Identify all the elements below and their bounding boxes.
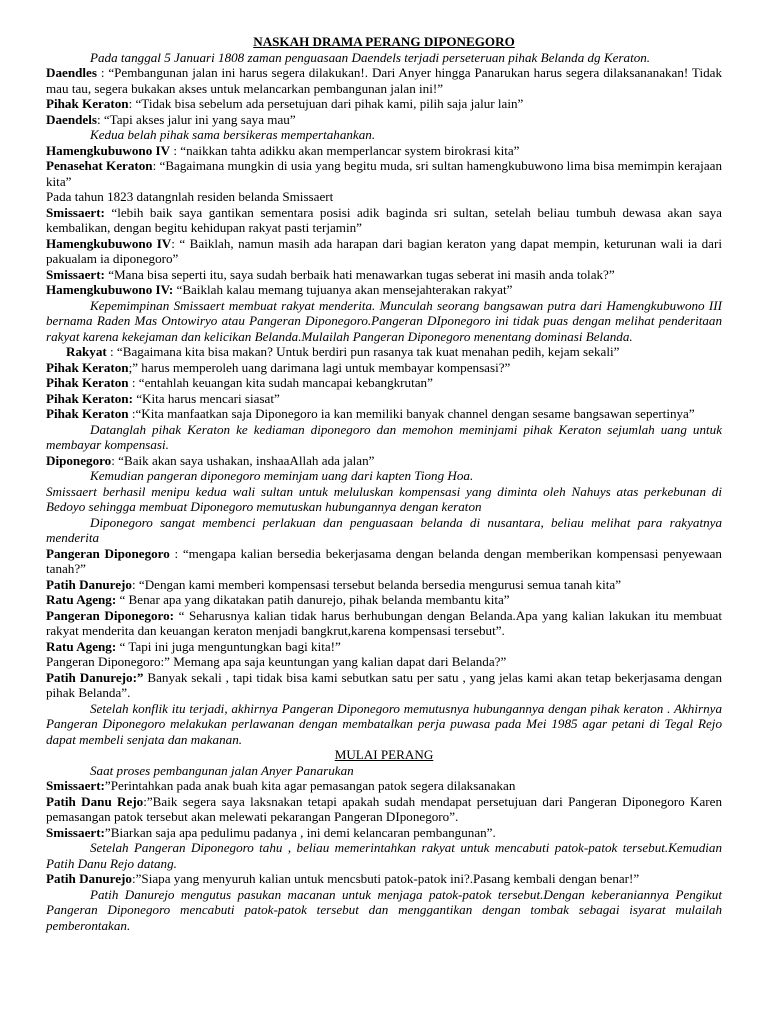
speaker-name: Diponegoro (46, 452, 112, 468)
speaker-name: Patih Danurejo (46, 871, 132, 886)
paragraph (46, 701, 722, 748)
paragraph-text: Kemudian pangeran diponegoro meminjam uang dari kapten Tiong Hoa. (90, 468, 474, 483)
paragraph (46, 158, 722, 189)
paragraph (46, 96, 722, 112)
speaker-name: Pangeran Diponegoro: (46, 607, 175, 623)
paragraph-text: Smissaert berhasil menipu kedua wali sultan untuk meluluskan kompensasi yang diminta oleh Nahuys atas perkebunan di Bedoyo sehingga membuat Diponegoro memutuskan hubungannya dengan keraton (46, 483, 722, 514)
speaker-name: Pihak Keraton (46, 406, 129, 421)
paragraph (46, 592, 722, 608)
paragraph (46, 887, 722, 934)
speaker-name: Patih Danu Rejo (46, 793, 144, 809)
paragraph (46, 65, 722, 96)
speaker-name: Pihak Keraton (46, 359, 129, 375)
paragraph-text: : “Bagaimana kita bisa makan? Untuk berdiri pun rasanya tak kuat menahan pedih, kejam sekali” (106, 344, 620, 359)
paragraph-text: “ Seharusnya kalian tidak harus berhubungan dengan Belanda.Apa yang kalian lakukan itu membuat rakyat menderita dan keuangan keraton menjadi bangkrut,karena kompensasi tersebut”. (46, 607, 722, 638)
paragraph (46, 515, 722, 546)
paragraph-text: Setelah konflik itu terjadi, akhirnya Pangeran Diponegoro memutusnya hubungannya dengan pihak keraton . Akhirnya Pangeran Diponegoro melakukan perlawanan dengan membatalkan perja puwasa pada Mei 1985 agar petani di Tegal Rejo dapat membeli senjata dan makanan. (46, 700, 722, 747)
document-page (46, 34, 722, 933)
paragraph-text: : “entahlah keuangan kita sudah mancapai kebangkrutan” (128, 375, 433, 390)
speaker-name: Patih Danurejo:” (46, 669, 144, 685)
paragraph (46, 375, 722, 391)
paragraph-text: Kedua belah pihak sama bersikeras mempertahankan. (90, 127, 376, 142)
speaker-name: Penasehat Keraton (46, 158, 153, 173)
speaker-name: Smissaert: (46, 266, 105, 282)
speaker-name: Smissaert: (46, 824, 105, 840)
paragraph (46, 406, 722, 422)
speaker-name: Rakyat (66, 344, 107, 359)
speaker-name: Daendles (46, 65, 97, 80)
paragraph-text: “ Tapi ini juga menguntungkan bagi kita!” (116, 638, 341, 654)
paragraph (46, 639, 722, 655)
paragraph-text: : “Pembangunan jalan ini harus segera dilakukan!. Dari Anyer hingga Panarukan harus segera dilaksananakan! Tidak mau tau, segera bukakan akses untuk melancarkan pembangunan jalan ini!” (46, 65, 722, 96)
speaker-name: Pangeran Diponegoro (46, 545, 170, 561)
paragraph-text: :“Kita manfaatkan saja Diponegoro ia kan memiliki banyak channel dengan sesame bangsawan sepertinya” (128, 406, 695, 421)
paragraph (46, 298, 722, 345)
paragraph-text: Pangeran Diponegoro:” Memang apa saja keuntungan yang kalian dapat dari Belanda?” (46, 654, 507, 669)
paragraph-text: : “Tidak bisa sebelum ada persetujuan dari pihak kami, pilih saja jalur lain” (128, 96, 524, 111)
paragraph (46, 360, 722, 376)
paragraph (46, 871, 722, 887)
paragraph (46, 189, 722, 205)
paragraph (46, 484, 722, 515)
section-heading (46, 747, 722, 763)
paragraph (46, 546, 722, 577)
speaker-name: Hamengkubuwono IV (46, 142, 171, 158)
speaker-name: Pihak Keraton: (46, 390, 133, 406)
paragraph-text: Datanglah pihak Keraton ke kediaman diponegoro dan memohon meminjami pihak Keraton sejumlah uang untuk membayar kompensasi. (46, 421, 722, 452)
paragraph-text: ”Biarkan saja apa pedulimu padanya , ini demi kelancaran pembangunan”. (104, 824, 496, 840)
paragraph-text: : “Dengan kami memberi kompensasi tersebut belanda bersedia mengurusi semua tanah kita” (131, 576, 622, 592)
paragraph (46, 344, 722, 360)
paragraph-text: “Kita harus mencari siasat” (132, 390, 280, 406)
paragraph (46, 608, 722, 639)
paragraph-text: ;” harus memperoleh uang darimana lagi untuk membayar kompensasi?” (128, 359, 511, 375)
document-body (46, 50, 722, 934)
paragraph-text: “Baiklah kalau memang tujuanya akan mensejahterakan rakyat” (173, 282, 513, 297)
paragraph (46, 825, 722, 841)
paragraph-text: Setelah Pangeran Diponegoro tahu , beliau memerintahkan rakyat untuk mencabuti patok-patok tersebut.Kemudian Patih Danu Rejo datang. (46, 840, 722, 871)
paragraph-text: : “naikkan tahta adikku akan memperlancar system birokrasi kita” (170, 142, 520, 158)
paragraph-text: : “Baik akan saya ushakan, inshaaAllah ada jalan” (111, 452, 375, 468)
paragraph-text: Diponegoro sangat membenci perlakuan dan penguasaan belanda di nusantara, beliau melihat para rakyatnya menderita (46, 514, 722, 545)
paragraph (46, 840, 722, 871)
paragraph-text: “Mana bisa seperti itu, saya sudah berbaik hati menawarkan tugas seberat ini masih anda tolak?” (104, 266, 615, 282)
speaker-name: Smissaert: (46, 778, 105, 793)
paragraph-text: Kepemimpinan Smissaert membuat rakyat menderita. Munculah seorang bangsawan putra dari Hamengkubuwono III bernama Raden Mas Ontowiryo atau Pangeran Diponegoro.Pangeran DIponegoro ini tidak puas dengan melihat penderitaan rakyat karena kekejaman dan kelicikan Belanda.Mulailah Pangeran Diponegoro menentang dominasi Belanda. (46, 297, 722, 344)
paragraph-text: : “Tapi akses jalur ini yang saya mau” (96, 111, 296, 127)
speaker-name: Ratu Ageng: (46, 592, 117, 607)
paragraph (46, 577, 722, 593)
paragraph (46, 127, 722, 143)
speaker-name: Pihak Keraton (46, 375, 129, 390)
paragraph (46, 267, 722, 283)
speaker-name: Patih Danurejo (46, 576, 132, 592)
document-title: NASKAH DRAMA PERANG DIPONEGORO (253, 34, 515, 49)
paragraph-text: Banyak sekali , tapi tidak bisa kami sebutkan satu per satu , yang jelas kami akan tetap bekerjasama dengan pihak Belanda”. (46, 669, 722, 700)
paragraph-text: Pada tanggal 5 Januari 1808 zaman penguasaan Daendels terjadi perseteruan pihak Belanda dg Keraton. (90, 49, 651, 65)
speaker-name: Hamengkubuwono IV (46, 235, 172, 251)
paragraph (46, 468, 722, 484)
paragraph (46, 236, 722, 267)
paragraph-text: : “Bagaimana mungkin di usia yang begitu muda, sri sultan hamengkubuwono lima bisa memimpin kerajaan kita” (46, 158, 722, 189)
speaker-name: Hamengkubuwono IV: (46, 282, 174, 297)
speaker-name: Pihak Keraton (46, 96, 129, 111)
paragraph (46, 422, 722, 453)
paragraph-text: “ Benar apa yang dikatakan patih danurejo, pihak belanda membantu kita” (116, 592, 510, 607)
paragraph-text: “lebih baik saya gantikan sementara posisi adik baginda sri sultan, setelah beliau tumbuh dewasa akan saya kembalikan, dengan begitu kehidupan rakyat pasti terjamin” (46, 204, 722, 235)
paragraph-text: ”Perintahkan pada anak buah kita agar pemasangan patok segera dilaksanakan (104, 778, 516, 793)
paragraph (46, 670, 722, 701)
paragraph-text: Saat proses pembangunan jalan Anyer Panarukan (90, 762, 354, 778)
speaker-name: Smissaert: (46, 204, 105, 220)
paragraph (46, 391, 722, 407)
paragraph (46, 282, 722, 298)
paragraph (46, 654, 722, 670)
paragraph (46, 205, 722, 236)
paragraph (46, 112, 722, 128)
paragraph (46, 453, 722, 469)
paragraph-text: : “mengapa kalian bersedia bekerjasama dengan belanda dengan memberikan kompensasi penyewaan tanah?” (46, 545, 722, 576)
paragraph-text: : “ Baiklah, namun masih ada harapan dari bagian keraton yang dapat mempin, keturunan wali ia dari pakualam ia diponegoro” (46, 235, 722, 266)
paragraph (46, 50, 722, 66)
paragraph-text: :”Baik segera saya laksnakan tetapi apakah sudah mendapat persetujuan dari Pangeran Diponegoro Karen pemasangan patok tersebut akan melewati pekarangan Pangeran DIponegoro”. (46, 793, 722, 824)
paragraph-text: Pada tahun 1823 datangnlah residen belanda Smissaert (46, 189, 334, 204)
paragraph-text: Patih Danurejo mengutus pasukan macanan untuk menjaga patok-patok tersebut.Dengan keberaniannya Pengikut Pangeran Diponegoro mencabuti patok-patok tersebut dan menggantikan dengan tombak sebagai isyarat mulailah pemberontakan. (46, 886, 722, 933)
paragraph (46, 763, 722, 779)
paragraph-text: :”Siapa yang menyuruh kalian untuk mencsbuti patok-patok ini?.Pasang kembali dengan benar!” (131, 871, 640, 886)
paragraph (46, 143, 722, 159)
speaker-name: Daendels (46, 111, 97, 127)
paragraph (46, 778, 722, 794)
paragraph (46, 794, 722, 825)
speaker-name: Ratu Ageng: (46, 638, 117, 654)
paragraph-text: MULAI PERANG (334, 747, 434, 762)
